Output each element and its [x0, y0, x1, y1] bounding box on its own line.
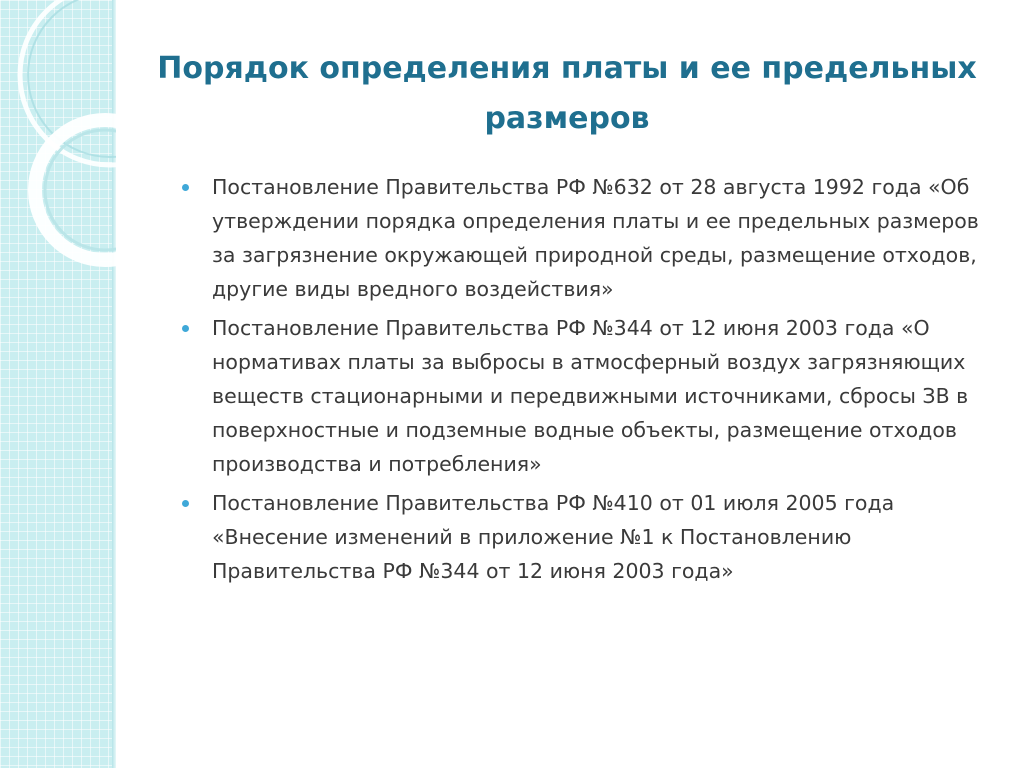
list-item-text: Постановление Правительства РФ №632 от 28 августа 1992 года «Об утверждении порядка определения платы и ее предельных размеров за загрязнение окружающей природной среды, размещение отходов, другие виды вредного воздействия» [212, 175, 979, 301]
list-item [182, 486, 994, 588]
bullet-dot-icon [182, 184, 189, 191]
bullet-dot-icon [182, 500, 189, 507]
list-item-text: Постановление Правительства РФ №410 от 01 июля 2005 года «Внесение изменений в приложение №1 к Постановлению Правительства РФ №344 от 12 июня 2003 года» [212, 491, 895, 583]
bullet-list [182, 170, 994, 593]
decor-circle-large [20, 0, 116, 165]
decor-circle-medium [35, 120, 116, 260]
decorative-circles [0, 0, 116, 768]
list-item-text: Постановление Правительства РФ №344 от 12 июня 2003 года «О нормативах платы за выбросы в атмосферный воздух загрязняющих веществ стационарными и передвижными источниками, сбросы ЗВ в поверхностные и подземные водные объекты, размещение отходов производства и потребления» [212, 316, 969, 476]
bullet-dot-icon [182, 325, 189, 332]
list-item [182, 170, 994, 306]
list-item [182, 311, 994, 481]
slide-title: Порядок определения платы и ее предельных размеров [157, 51, 977, 136]
